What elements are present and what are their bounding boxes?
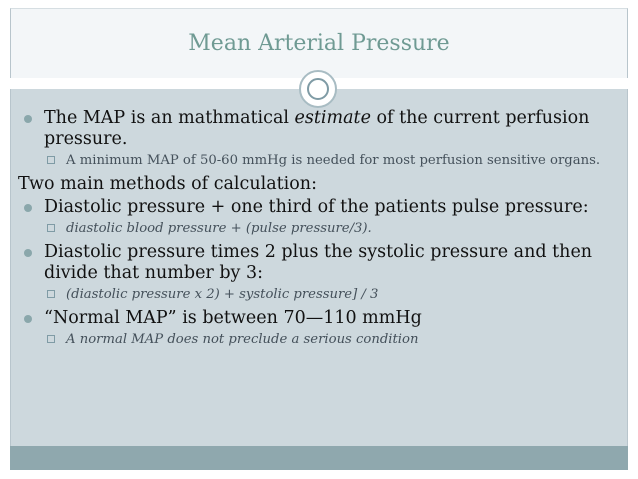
- sub-bullet-item-formula-2: [18, 287, 618, 302]
- decorative-ring-inner: [307, 78, 329, 100]
- footer-bar: [10, 446, 628, 470]
- bullet-text: Diastolic pressure + one third of the patients pulse pressure:: [44, 197, 589, 217]
- slide-title: Mean Arterial Pressure: [188, 31, 450, 56]
- decorative-ring-icon: [299, 70, 337, 108]
- sub-bullet-item-formula-1: [18, 221, 618, 236]
- bullet-item-method-2: [18, 242, 618, 284]
- bullet-text-emphasis: estimate: [294, 108, 371, 128]
- sub-bullet-icon: [47, 290, 55, 298]
- bullet-item-method-1: [18, 197, 618, 218]
- bullet-text: Diastolic pressure times 2 plus the systolic pressure and then divide that number by 3:: [44, 242, 593, 283]
- sub-bullet-icon: [47, 156, 55, 164]
- sub-bullet-text: (diastolic pressure x 2) + systolic pressure] / 3: [66, 287, 379, 302]
- sub-bullet-item-min-map: [18, 153, 618, 168]
- sub-bullet-text: A minimum MAP of 50-60 mmHg is needed for most perfusion sensitive organs.: [66, 153, 601, 168]
- sub-bullet-text: A normal MAP does not preclude a serious condition: [66, 332, 419, 347]
- slide-content: [18, 108, 618, 353]
- bullet-icon: [24, 249, 32, 257]
- bullet-icon: [24, 204, 32, 212]
- bullet-text: of the current perfusion pressure.: [44, 108, 590, 149]
- sub-bullet-text: diastolic blood pressure + (pulse pressure/3).: [66, 221, 372, 236]
- section-heading: Two main methods of calculation:: [18, 174, 317, 194]
- bullet-icon: [24, 315, 32, 323]
- bullet-item-map-definition: [18, 108, 618, 150]
- bullet-text: The MAP is an mathmatical: [44, 108, 295, 128]
- sub-bullet-icon: [47, 335, 55, 343]
- bullet-icon: [24, 115, 32, 123]
- title-area: [10, 8, 628, 78]
- sub-bullet-item-caution: [18, 332, 618, 347]
- bullet-item-normal-map: [18, 308, 618, 329]
- bullet-text: “Normal MAP” is between 70—110 mmHg: [44, 308, 422, 328]
- sub-bullet-icon: [47, 224, 55, 232]
